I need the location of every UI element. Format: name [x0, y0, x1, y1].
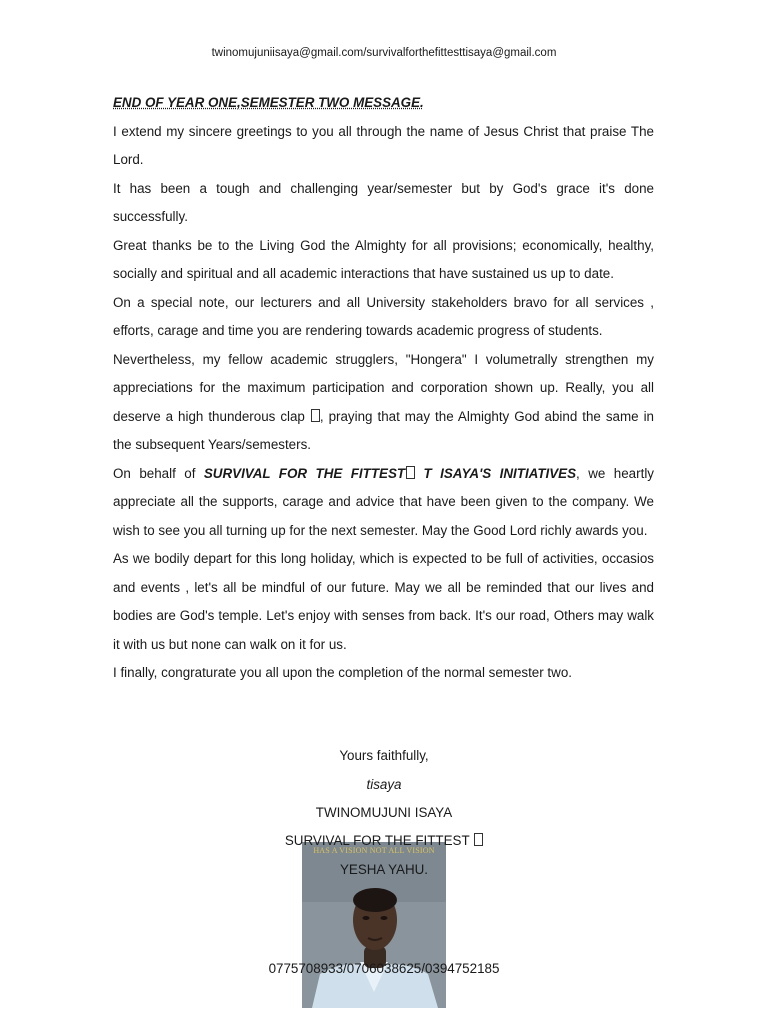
paragraph-thanks: Great thanks be to the Living God the Almighty for all provisions; economically, healthy, socially and spiritual and all academic interactions that have sustained us up to date.: [113, 237, 654, 281]
paragraph-appreciation-part2: , praying that may the Almighty God abind the same in the subsequent Years/semesters.: [113, 408, 654, 452]
clap-emoji-icon: [311, 409, 320, 422]
closing-text: Yours faithfully,: [339, 748, 429, 763]
paragraph-greeting: I extend my sincere greetings to you all through the name of Jesus Christ that praise The Lord.: [113, 123, 654, 167]
paragraph-lecturers: On a special note, our lecturers and all University stakeholders bravo for all services , efforts, carage and time you are rendering towards academic progress of students.: [113, 294, 654, 338]
signer-name: TWINOMUJUNI ISAYA: [315, 805, 453, 820]
signer-organization-text: SURVIVAL FOR THE FITTEST: [284, 833, 474, 848]
photo-banner-text: HAS A VISION NOT ALL VISION: [313, 846, 435, 855]
organization-name-part1: SURVIVAL FOR THE FITTEST: [203, 465, 406, 481]
emblem-emoji-icon: [406, 466, 415, 479]
letter-body: [113, 89, 654, 688]
letter-heading: END OF YEAR ONE,SEMESTER TWO MESSAGE.: [113, 95, 424, 110]
organization-name-part2: T ISAYA'S INITIATIVES: [415, 465, 577, 481]
paragraph-on-behalf: [113, 460, 654, 546]
paragraph-appreciation-part1: Nevertheless, my fellow academic strugglers, "Hongera" I volumetrally strengthen my appreciations for the maximum participation and corporation shown up. Really, you all deserve a high thunderous clap: [113, 351, 654, 424]
signer-motto: YESHA YAHU.: [339, 862, 429, 877]
signature-text: tisaya: [366, 777, 402, 792]
on-behalf-prefix: On behalf of: [113, 465, 204, 481]
header-emails: twinomujuniisaya@gmail.com/survivalforthefittesttisaya@gmail.com: [211, 47, 557, 59]
on-behalf-rest: , we heartly appreciate all the supports, carage and advice that have been given to the company. We wish to see you all turning up for the next semester. May the Good Lord richly awards you.: [113, 465, 654, 538]
paragraph-holiday: As we bodily depart for this long holiday, which is expected to be full of activities, occasios and events , let's all be mindful of our future. May we all be reminded that our lives and bodies are God's temple. Let's enjoy with senses from back. It's our road, Others may walk it with us but none can walk on it for us.: [113, 551, 654, 652]
org-emoji-icon: [474, 833, 483, 846]
paragraph-tough-year: It has been a tough and challenging year/semester but by God's grace it's done successfully.: [113, 180, 654, 224]
organization-name: [204, 466, 576, 481]
paragraph-congratulations: I finally, congraturate you all upon the completion of the normal semester two.: [113, 665, 572, 680]
signer-phone-numbers: 0775708933/0706038625/0394752185: [268, 961, 500, 976]
paragraph-appreciation: [113, 346, 654, 460]
signer-organization: [0, 833, 768, 849]
